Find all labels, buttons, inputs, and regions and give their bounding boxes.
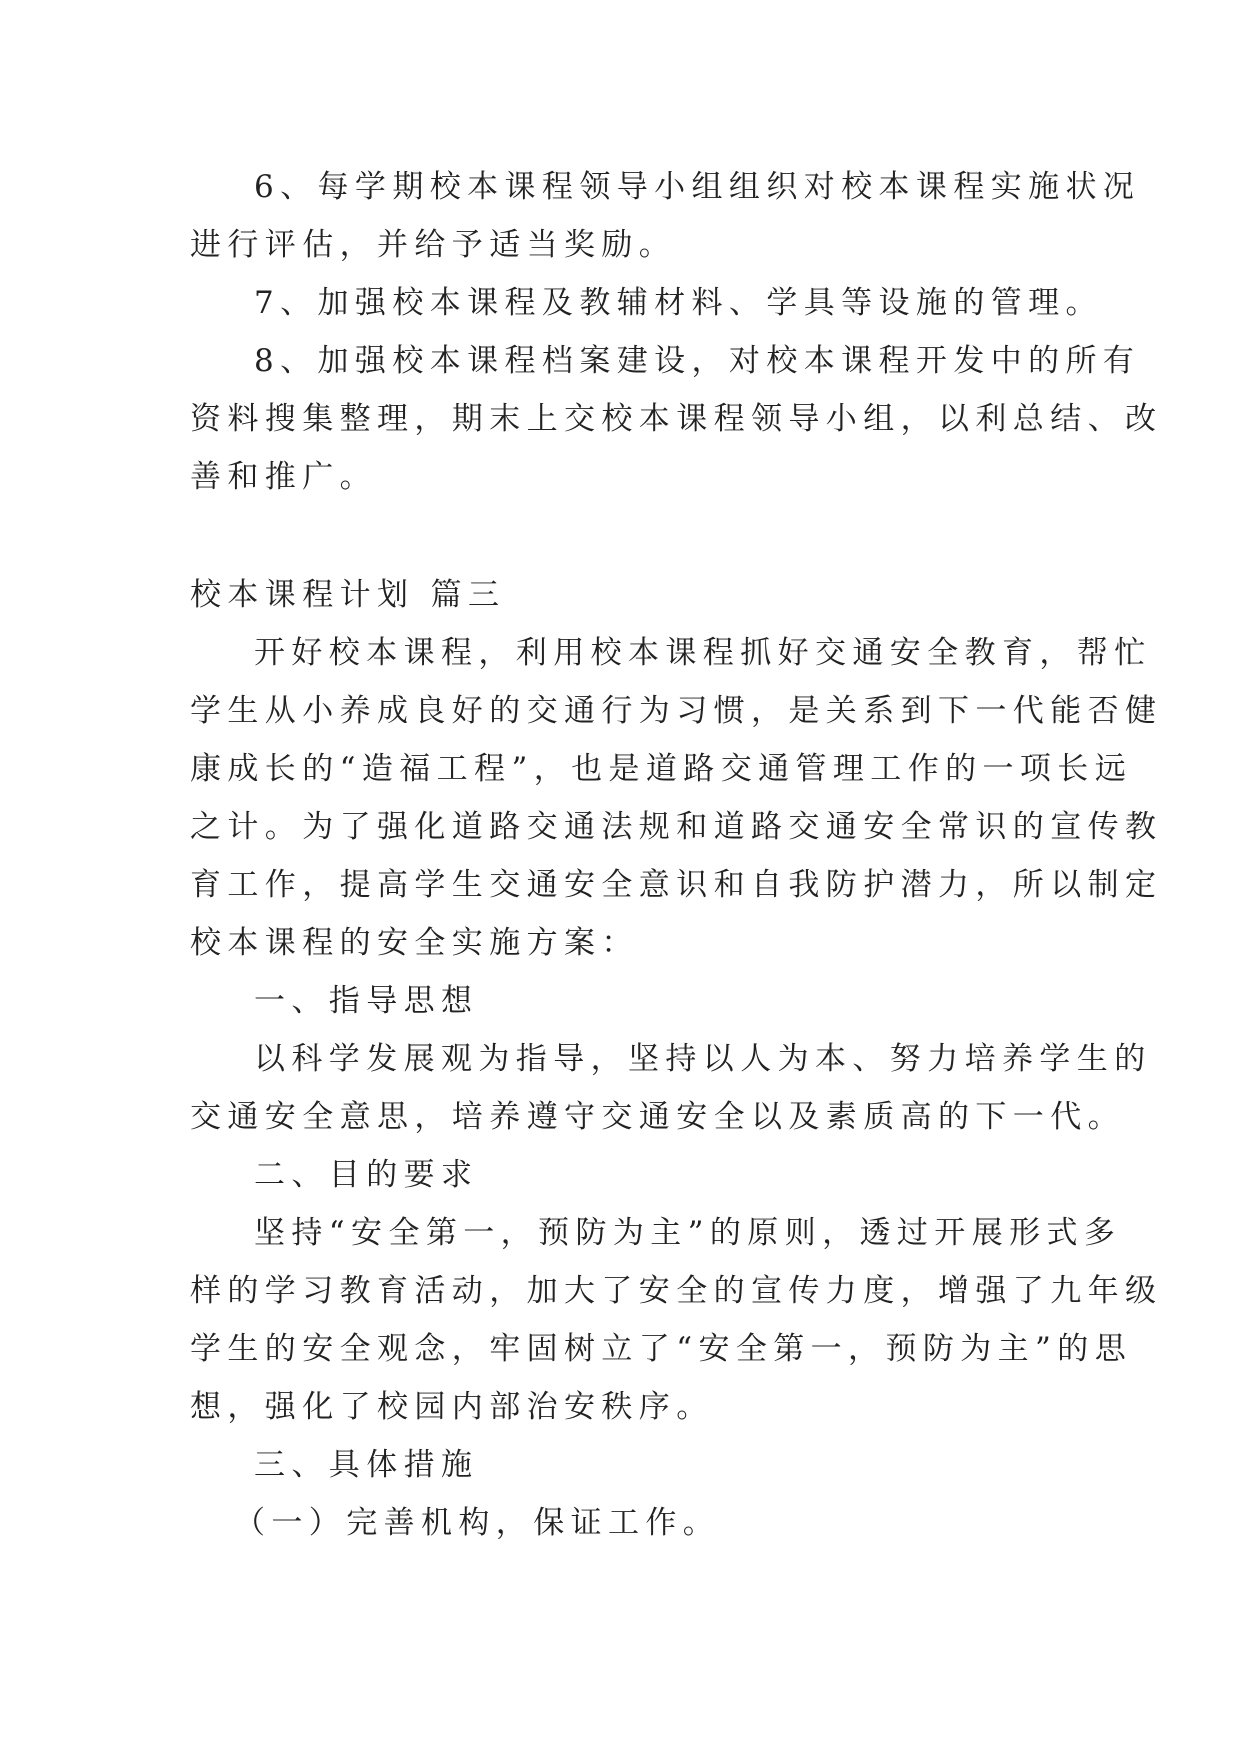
- item-6-line-2: 进行评估，并给予适当奖励。: [190, 227, 677, 263]
- para2-line-2: 样的学习教育活动，加大了安全的宣传力度，增强了九年级: [190, 1273, 1163, 1309]
- item-6-line-1: 6、每学期校本课程领导小组组织对校本课程实施状况: [254, 169, 1141, 205]
- para2-line-3: 学生的安全观念，牢固树立了“安全第一，预防为主”的思: [190, 1331, 1133, 1367]
- item-8-line-1: 8、加强校本课程档案建设，对校本课程开发中的所有: [254, 343, 1141, 379]
- para2-line-4: 想，强化了校园内部治安秩序。: [190, 1389, 714, 1425]
- intro-line-6: 校本课程的安全实施方案：: [190, 925, 639, 961]
- para1-line-1: 以科学发展观为指导，坚持以人为本、努力培养学生的: [254, 1041, 1152, 1077]
- item-8-line-3: 善和推广。: [190, 459, 377, 495]
- intro-line-1: 开好校本课程，利用校本课程抓好交通安全教育，帮忙: [254, 635, 1152, 671]
- intro-line-4: 之计。为了强化道路交通法规和道路交通安全常识的宣传教: [190, 809, 1163, 845]
- subheading-organization: （一）完善机构，保证工作。: [234, 1505, 721, 1541]
- document-page: [190, 158, 1163, 1552]
- intro-line-2: 学生从小养成良好的交通行为习惯，是关系到下一代能否健: [190, 693, 1163, 729]
- item-8-line-2: 资料搜集整理，期末上交校本课程领导小组，以利总结、改: [190, 401, 1163, 437]
- para2-line-1: 坚持“安全第一，预防为主”的原则，透过开展形式多: [254, 1215, 1122, 1251]
- intro-line-5: 育工作，提高学生交通安全意识和自我防护潜力，所以制定: [190, 867, 1163, 903]
- heading-guiding-ideology: 一、指导思想: [254, 983, 479, 1019]
- item-7-line-1: 7、加强校本课程及教辅材料、学具等设施的管理。: [254, 285, 1103, 321]
- heading-measures: 三、具体措施: [254, 1447, 479, 1483]
- para1-line-2: 交通安全意思，培养遵守交通安全以及素质高的下一代。: [190, 1099, 1125, 1135]
- intro-line-3: 康成长的“造福工程”，也是道路交通管理工作的一项长远: [190, 751, 1133, 787]
- heading-objectives: 二、目的要求: [254, 1157, 479, 1193]
- section-title: 校本课程计划 篇三: [190, 577, 506, 613]
